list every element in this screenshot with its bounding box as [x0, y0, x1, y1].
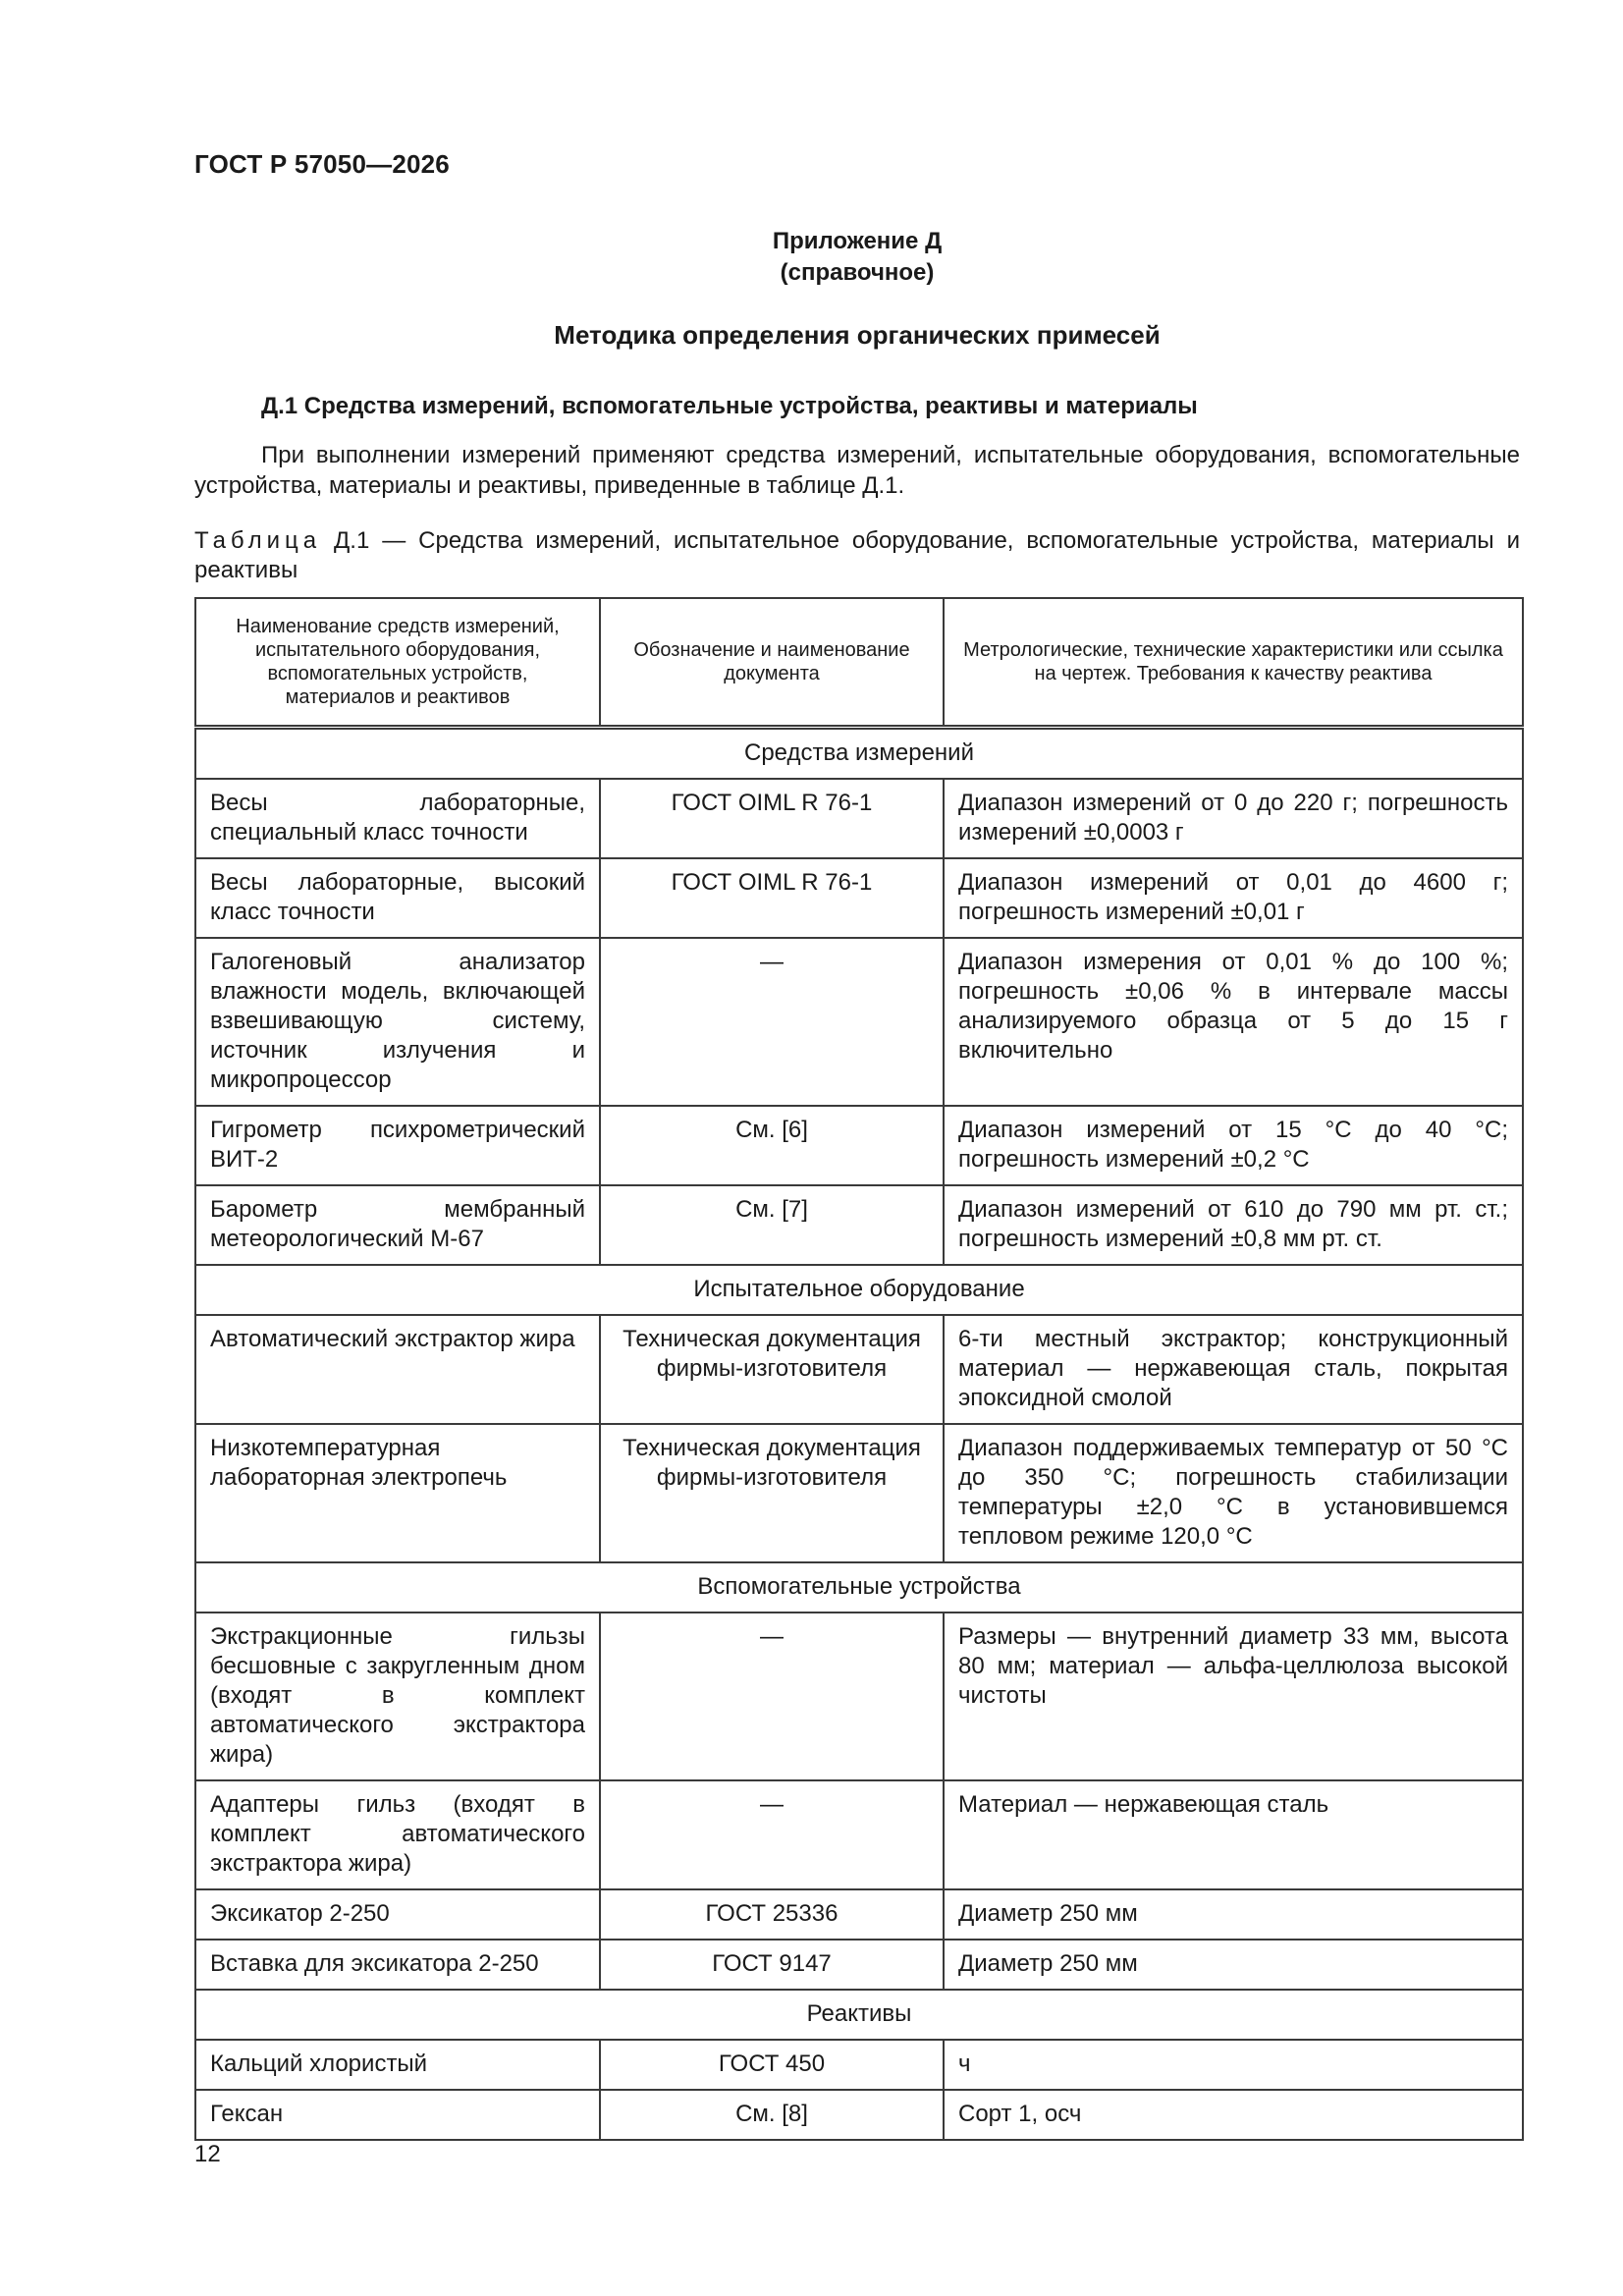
- cell-name: Вставка для эксикатора 2-250: [195, 1940, 600, 1990]
- table-row: [195, 779, 1523, 858]
- table-row: [195, 1315, 1523, 1424]
- cell-characteristics: Диаметр 250 мм: [944, 1940, 1523, 1990]
- cell-name: Весы лабораторные, специальный класс точности: [195, 779, 600, 858]
- cell-characteristics: Диапазон измерений от 0 до 220 г; погрешность измерений ±0,0003 г: [944, 779, 1523, 858]
- cell-name: Адаптеры гильз (входят в комплект автоматического экстрактора жира): [195, 1780, 600, 1889]
- cell-characteristics: Диапазон измерений от 15 °С до 40 °С; погрешность измерений ±0,2 °С: [944, 1106, 1523, 1185]
- annex-title: Приложение Д: [772, 228, 943, 254]
- table-row: [195, 938, 1523, 1106]
- table-group-row: [195, 1990, 1523, 2040]
- cell-name: Низкотемпературная лабораторная электропечь: [195, 1424, 600, 1562]
- equipment-table: [194, 597, 1524, 2141]
- document-code: ГОСТ Р 57050—2026: [194, 149, 450, 179]
- cell-characteristics: Диапазон измерений от 610 до 790 мм рт. ст.; погрешность измерений ±0,8 мм рт. ст.: [944, 1185, 1523, 1265]
- cell-name: Экстракционные гильзы бесшовные с закругленным дном (входят в комплект автоматического экстрактора жира): [195, 1613, 600, 1780]
- table-group-title: Испытательное оборудование: [195, 1265, 1523, 1315]
- cell-name: Барометр мембранный метеорологический М-67: [195, 1185, 600, 1265]
- cell-name: Эксикатор 2-250: [195, 1889, 600, 1940]
- cell-document: ГОСТ OIML R 76-1: [600, 779, 944, 858]
- table-header-row: [195, 598, 1523, 728]
- column-header-name: Наименование средств измерений, испытательного оборудования, вспомогательных устройств, материалов и реактивов: [195, 598, 600, 728]
- page-number: 12: [194, 2141, 221, 2167]
- table-row: [195, 1940, 1523, 1990]
- cell-document: Техническая документация фирмы-изготовителя: [600, 1315, 944, 1424]
- table-row: [195, 1889, 1523, 1940]
- cell-characteristics: Размеры — внутренний диаметр 33 мм, высота 80 мм; материал — альфа-целлюлоза высокой чистоты: [944, 1613, 1523, 1780]
- cell-document: См. [7]: [600, 1185, 944, 1265]
- annex-subtitle: (справочное): [780, 259, 935, 286]
- cell-document: —: [600, 1613, 944, 1780]
- table-row: [195, 858, 1523, 938]
- table-row: [195, 1424, 1523, 1562]
- cell-characteristics: Диапазон измерений от 0,01 до 4600 г; погрешность измерений ±0,01 г: [944, 858, 1523, 938]
- table-row: [195, 2090, 1523, 2140]
- cell-document: См. [8]: [600, 2090, 944, 2140]
- table-caption-text: Д.1 — Средства измерений, испытательное оборудование, вспомогательные устройства, материалы и реактивы: [194, 527, 1520, 583]
- cell-name: Весы лабораторные, высокий класс точности: [195, 858, 600, 938]
- cell-characteristics: Сорт 1, осч: [944, 2090, 1523, 2140]
- cell-name: Гексан: [195, 2090, 600, 2140]
- cell-characteristics: Диаметр 250 мм: [944, 1889, 1523, 1940]
- table-group-title: Вспомогательные устройства: [195, 1562, 1523, 1613]
- table-row: [195, 1613, 1523, 1780]
- cell-name: Автоматический экстрактор жира: [195, 1315, 600, 1424]
- column-header-characteristics: Метрологические, технические характеристики или ссылка на чертеж. Требования к качеству реактива: [944, 598, 1523, 728]
- section-paragraph: При выполнении измерений применяют средства измерений, испытательные оборудования, вспомогательные устройства, материалы и реактивы, приведенные в таблице Д.1.: [194, 442, 1520, 499]
- table-caption: [194, 526, 1520, 585]
- table-row: [195, 1780, 1523, 1889]
- table-row: [195, 1106, 1523, 1185]
- cell-characteristics: Материал — нержавеющая сталь: [944, 1780, 1523, 1889]
- table-group-row: [195, 1562, 1523, 1613]
- table-group-title: Средства измерений: [195, 728, 1523, 780]
- table-group-row: [195, 1265, 1523, 1315]
- section-title: Д.1 Средства измерений, вспомогательные устройства, реактивы и материалы: [261, 393, 1198, 419]
- table-row: [195, 1185, 1523, 1265]
- cell-name: Гигрометр психрометрический ВИТ-2: [195, 1106, 600, 1185]
- cell-characteristics: ч: [944, 2040, 1523, 2090]
- cell-document: —: [600, 938, 944, 1106]
- cell-document: Техническая документация фирмы-изготовителя: [600, 1424, 944, 1562]
- annex-heading: Методика определения органических примесей: [554, 320, 1161, 350]
- cell-document: ГОСТ 450: [600, 2040, 944, 2090]
- table-group-title: Реактивы: [195, 1990, 1523, 2040]
- cell-name: Галогеновый анализатор влажности модель, включающей взвешивающую систему, источник излучения и микропроцессор: [195, 938, 600, 1106]
- cell-characteristics: Диапазон измерения от 0,01 % до 100 %; погрешность ±0,06 % в интервале массы анализируемого образца от 5 до 15 г включительно: [944, 938, 1523, 1106]
- cell-document: ГОСТ 25336: [600, 1889, 944, 1940]
- cell-document: См. [6]: [600, 1106, 944, 1185]
- cell-characteristics: 6-ти местный экстрактор; конструкционный материал — нержавеющая сталь, покрытая эпоксидной смолой: [944, 1315, 1523, 1424]
- cell-name: Кальций хлористый: [195, 2040, 600, 2090]
- cell-document: ГОСТ 9147: [600, 1940, 944, 1990]
- cell-document: —: [600, 1780, 944, 1889]
- table-body: [195, 728, 1523, 2141]
- table-group-row: [195, 728, 1523, 780]
- table-caption-label: Таблица: [194, 527, 322, 554]
- cell-document: ГОСТ OIML R 76-1: [600, 858, 944, 938]
- table-row: [195, 2040, 1523, 2090]
- column-header-document: Обозначение и наименование документа: [600, 598, 944, 728]
- cell-characteristics: Диапазон поддерживаемых температур от 50 °С до 350 °С; погрешность стабилизации температуры ±2,0 °С в установившемся тепловом режиме 120,0 °С: [944, 1424, 1523, 1562]
